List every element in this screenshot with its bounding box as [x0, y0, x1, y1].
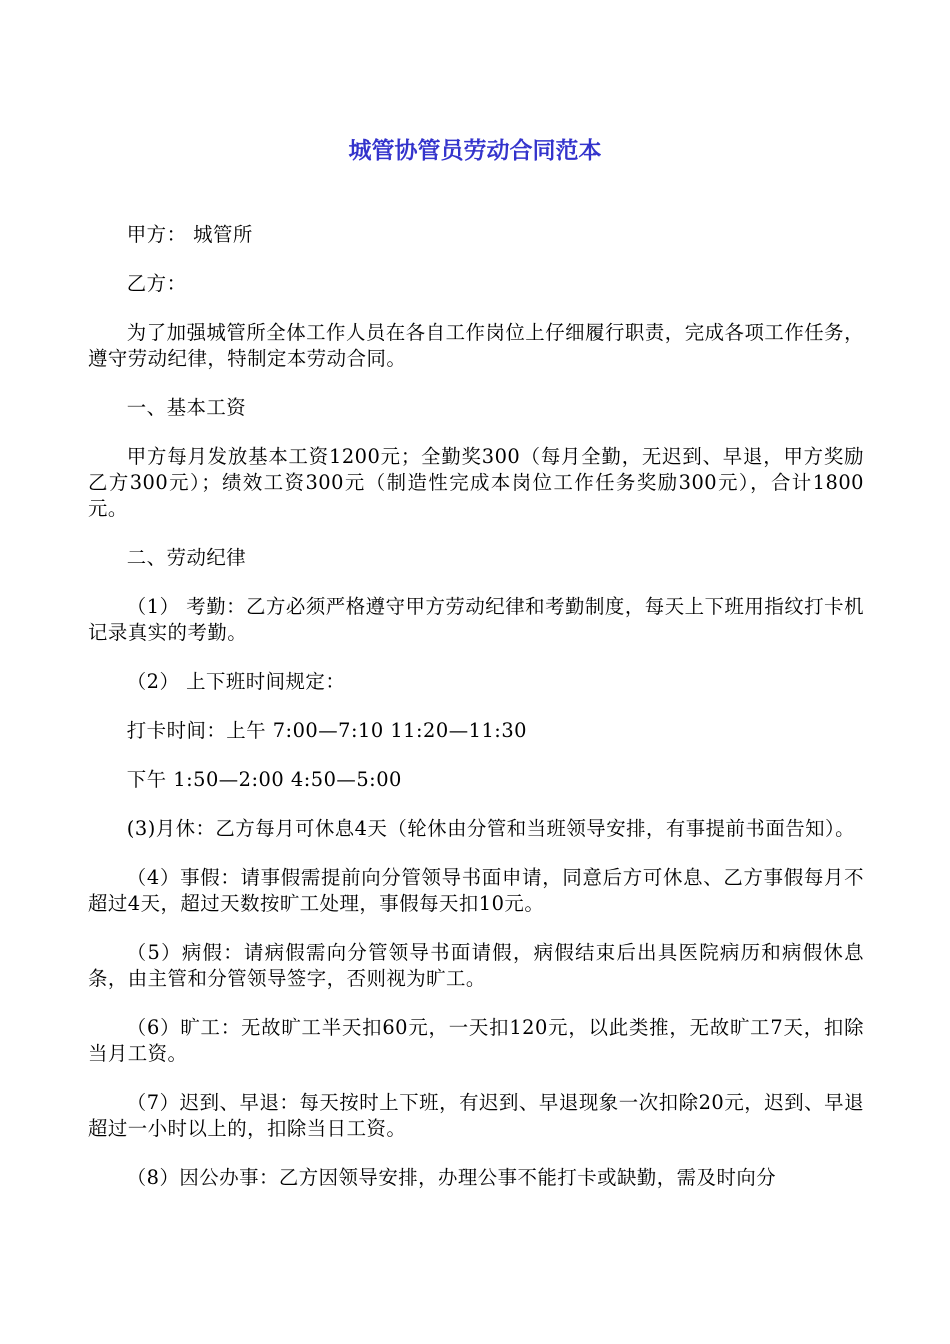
section-heading-labor-discipline: 二、劳动纪律: [126, 546, 247, 569]
document-body: [88, 222, 864, 1214]
clause-late-early-leave: （7）迟到、早退：每天按时上下班，有迟到、早退现象一次扣除20元，迟到、早退超过一小时以上的，扣除当日工资。: [88, 1091, 864, 1140]
party-a-line: 甲方： 城管所: [126, 223, 253, 246]
clause-absenteeism: （6）旷工：无故旷工半天扣60元，一天扣120元，以此类推，无故旷工7天，扣除当月工资。: [88, 1016, 864, 1065]
clock-in-afternoon: 下午 1:50—2:00 4:50—5:00: [126, 768, 402, 791]
party-b-line: 乙方：: [126, 272, 187, 295]
clause-official-business: （8）因公办事：乙方因领导安排，办理公事不能打卡或缺勤，需及时向分: [126, 1166, 777, 1189]
intro-paragraph: 为了加强城管所全体工作人员在各自工作岗位上仔细履行职责，完成各项工作任务，遵守劳动纪律，特制定本劳动合同。: [88, 321, 864, 370]
clause-sick-leave: （5）病假：请病假需向分管领导书面请假，病假结束后出具医院病历和病假休息条，由主管和分管领导签字，否则视为旷工。: [88, 941, 864, 990]
section-heading-basic-salary: 一、基本工资: [126, 396, 247, 419]
salary-paragraph: 甲方每月发放基本工资1200元；全勤奖300（每月全勤，无迟到、早退，甲方奖励乙方300元）；绩效工资300元（制造性完成本岗位工作任务奖励300元），合计1800元。: [88, 445, 864, 520]
document-title: 城管协管员劳动合同范本: [348, 138, 602, 164]
clause-working-hours: （2） 上下班时间规定：: [126, 670, 346, 693]
clause-personal-leave: （4）事假：请事假需提前向分管领导书面申请，同意后方可休息、乙方事假每月不超过4天，超过天数按旷工处理，事假每天扣10元。: [88, 866, 864, 915]
clock-in-morning: 打卡时间：上午 7:00—7:10 11:20—11:30: [126, 719, 527, 742]
clause-monthly-rest: (3)月休：乙方每月可休息4天（轮休由分管和当班领导安排，有事提前书面告知）。: [126, 817, 856, 840]
clause-attendance: （1） 考勤：乙方必须严格遵守甲方劳动纪律和考勤制度，每天上下班用指纹打卡机记录真实的考勤。: [88, 595, 864, 644]
